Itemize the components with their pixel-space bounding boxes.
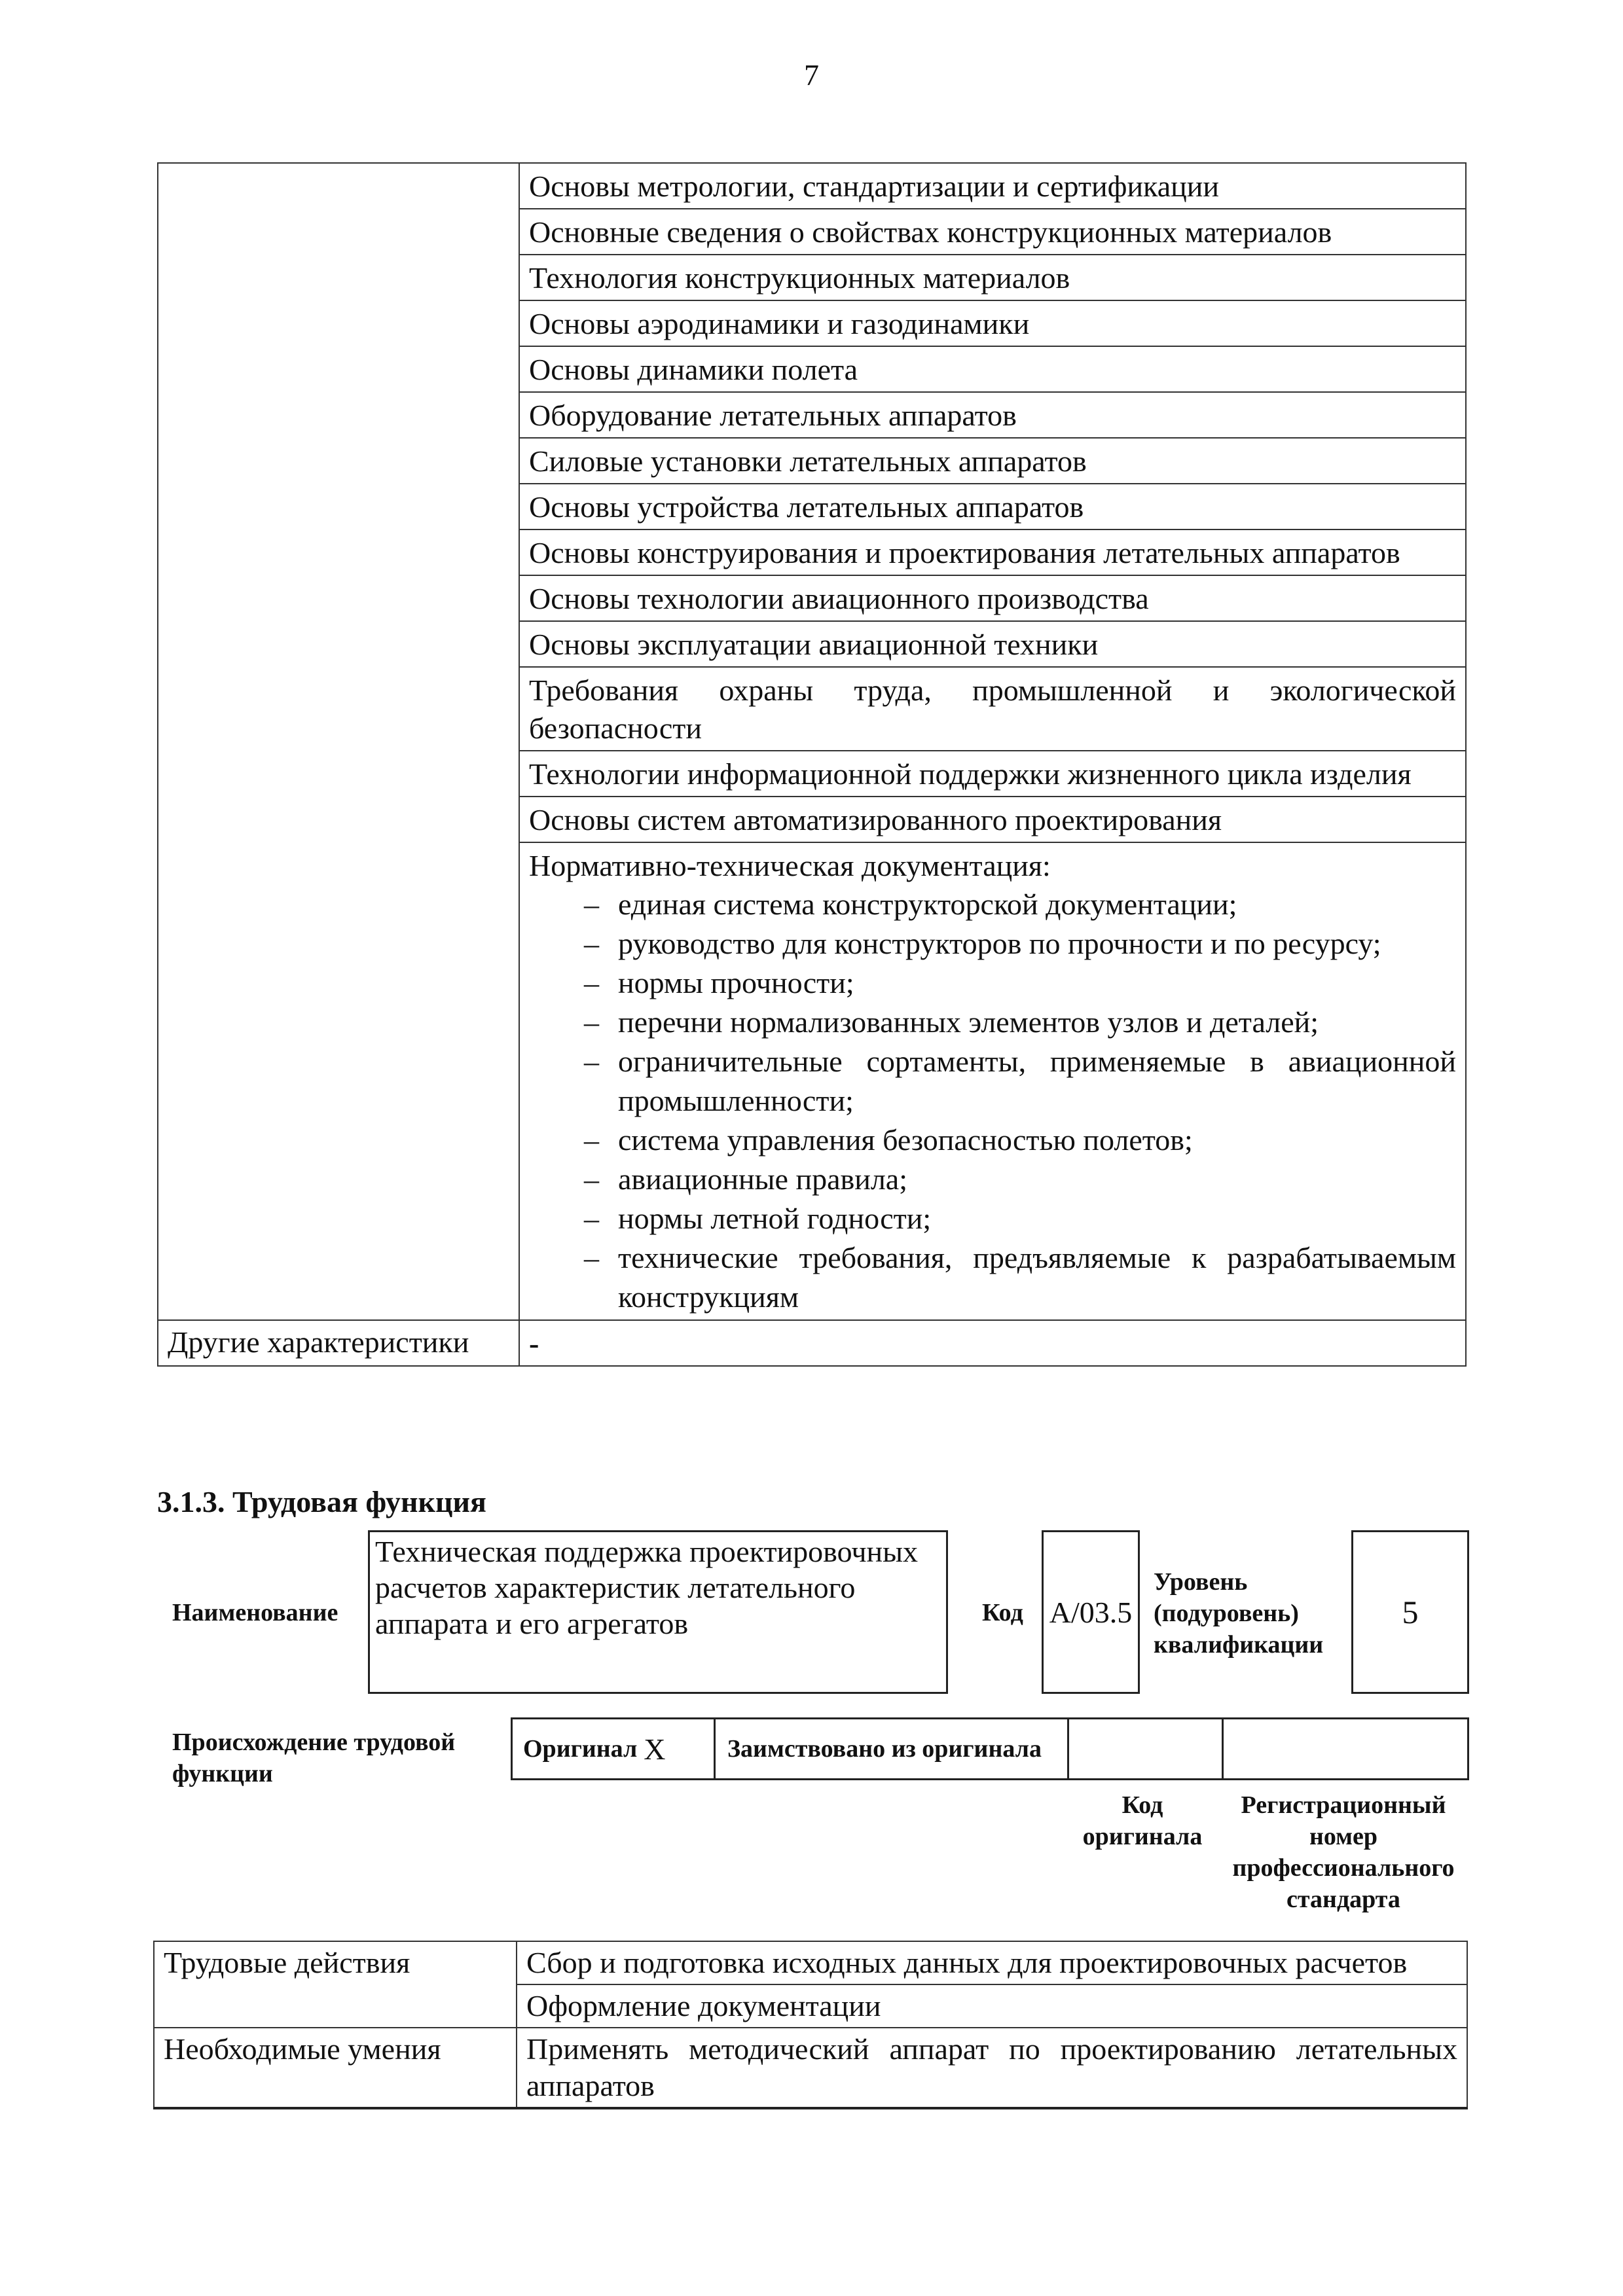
function-code-box: A/03.5 <box>1042 1530 1140 1694</box>
action-item: Оформление документации <box>517 1984 1467 2028</box>
section-title: 3.1.3. Трудовая функция <box>157 1485 486 1518</box>
normative-item: – авиационные правила; <box>529 1160 1456 1199</box>
knowledge-item: Технология конструкционных материалов <box>519 255 1466 300</box>
origin-label: Происхождение трудовой функции <box>172 1729 456 1787</box>
origin-reg-number-cell <box>1224 1719 1467 1778</box>
function-level-box: 5 <box>1351 1530 1469 1694</box>
normative-list <box>529 885 1456 1317</box>
origin-code-cell <box>1069 1719 1224 1778</box>
other-characteristics-label: Другие характеристики <box>158 1320 519 1366</box>
skill-item: Применять методический аппарат по проектированию летательных аппаратов <box>517 2028 1467 2108</box>
function-code-label: Код <box>982 1599 1023 1626</box>
origin-borrowed-label: Заимствовано из оригинала <box>727 1735 1042 1763</box>
origin-original-mark: X <box>644 1732 666 1766</box>
knowledge-item: Основы устройства летательных аппаратов <box>519 484 1466 529</box>
other-characteristics-value: - <box>519 1320 1466 1366</box>
skills-label: Необходимые умения <box>154 2028 517 2108</box>
function-details-table <box>153 1941 1468 2109</box>
normative-item: – технические требования, предъявляемые к разрабатываемым конструкциям <box>529 1238 1456 1317</box>
action-item: Сбор и подготовка исходных данных для проектировочных расчетов <box>517 1941 1467 1984</box>
knowledge-item: Силовые установки летательных аппаратов <box>519 438 1466 484</box>
knowledge-item: Основные сведения о свойствах конструкционных материалов <box>519 209 1466 255</box>
normative-docs-cell <box>519 842 1466 1320</box>
knowledge-item: Оборудование летательных аппаратов <box>519 392 1466 438</box>
knowledge-item: Основы динамики полета <box>519 346 1466 392</box>
origin-row <box>511 1717 1469 1780</box>
normative-heading: Нормативно-техническая документация: <box>529 849 1051 882</box>
normative-item: – нормы летной годности; <box>529 1199 1456 1238</box>
normative-item: – ограничительные сортаменты, применяемые в авиационной промышленности; <box>529 1042 1456 1121</box>
normative-item: – система управления безопасностью полетов; <box>529 1121 1456 1160</box>
knowledge-item: Основы эксплуатации авиационной техники <box>519 621 1466 667</box>
origin-original-label: Оригинал <box>523 1735 638 1763</box>
knowledge-item: Основы метрологии, стандартизации и сертификации <box>519 163 1466 209</box>
origin-code-caption: Код оригинала <box>1082 1791 1203 1850</box>
function-name-box: Техническая поддержка проектировочных расчетов характеристик летательного аппарата и его агрегатов <box>368 1530 948 1694</box>
origin-reg-caption: Регистрационный номер профессионального стандарта <box>1232 1791 1455 1913</box>
normative-item: – единая система конструкторской документации; <box>529 885 1456 924</box>
function-name-label: Наименование <box>172 1599 338 1626</box>
knowledge-label-cell <box>158 163 519 1320</box>
knowledge-item: Основы конструирования и проектирования летательных аппаратов <box>519 529 1466 575</box>
knowledge-item: Основы технологии авиационного производства <box>519 575 1466 621</box>
knowledge-item: Основы систем автоматизированного проектирования <box>519 797 1466 842</box>
normative-item: – нормы прочности; <box>529 963 1456 1003</box>
knowledge-item: Требования охраны труда, промышленной и экологической безопасности <box>519 667 1466 751</box>
normative-item: – руководство для конструкторов по прочности и по ресурсу; <box>529 924 1456 963</box>
knowledge-item: Основы аэродинамики и газодинамики <box>519 300 1466 346</box>
page-number: 7 <box>804 58 819 92</box>
knowledge-item: Технологии информационной поддержки жизненного цикла изделия <box>519 751 1466 797</box>
function-level-label: Уровень (подуровень) квалификации <box>1154 1568 1324 1659</box>
knowledge-table <box>157 162 1467 1367</box>
origin-original-cell <box>513 1719 716 1778</box>
actions-label: Трудовые действия <box>154 1941 517 2028</box>
normative-item: – перечни нормализованных элементов узлов и деталей; <box>529 1003 1456 1042</box>
origin-borrowed-cell <box>716 1719 1069 1778</box>
